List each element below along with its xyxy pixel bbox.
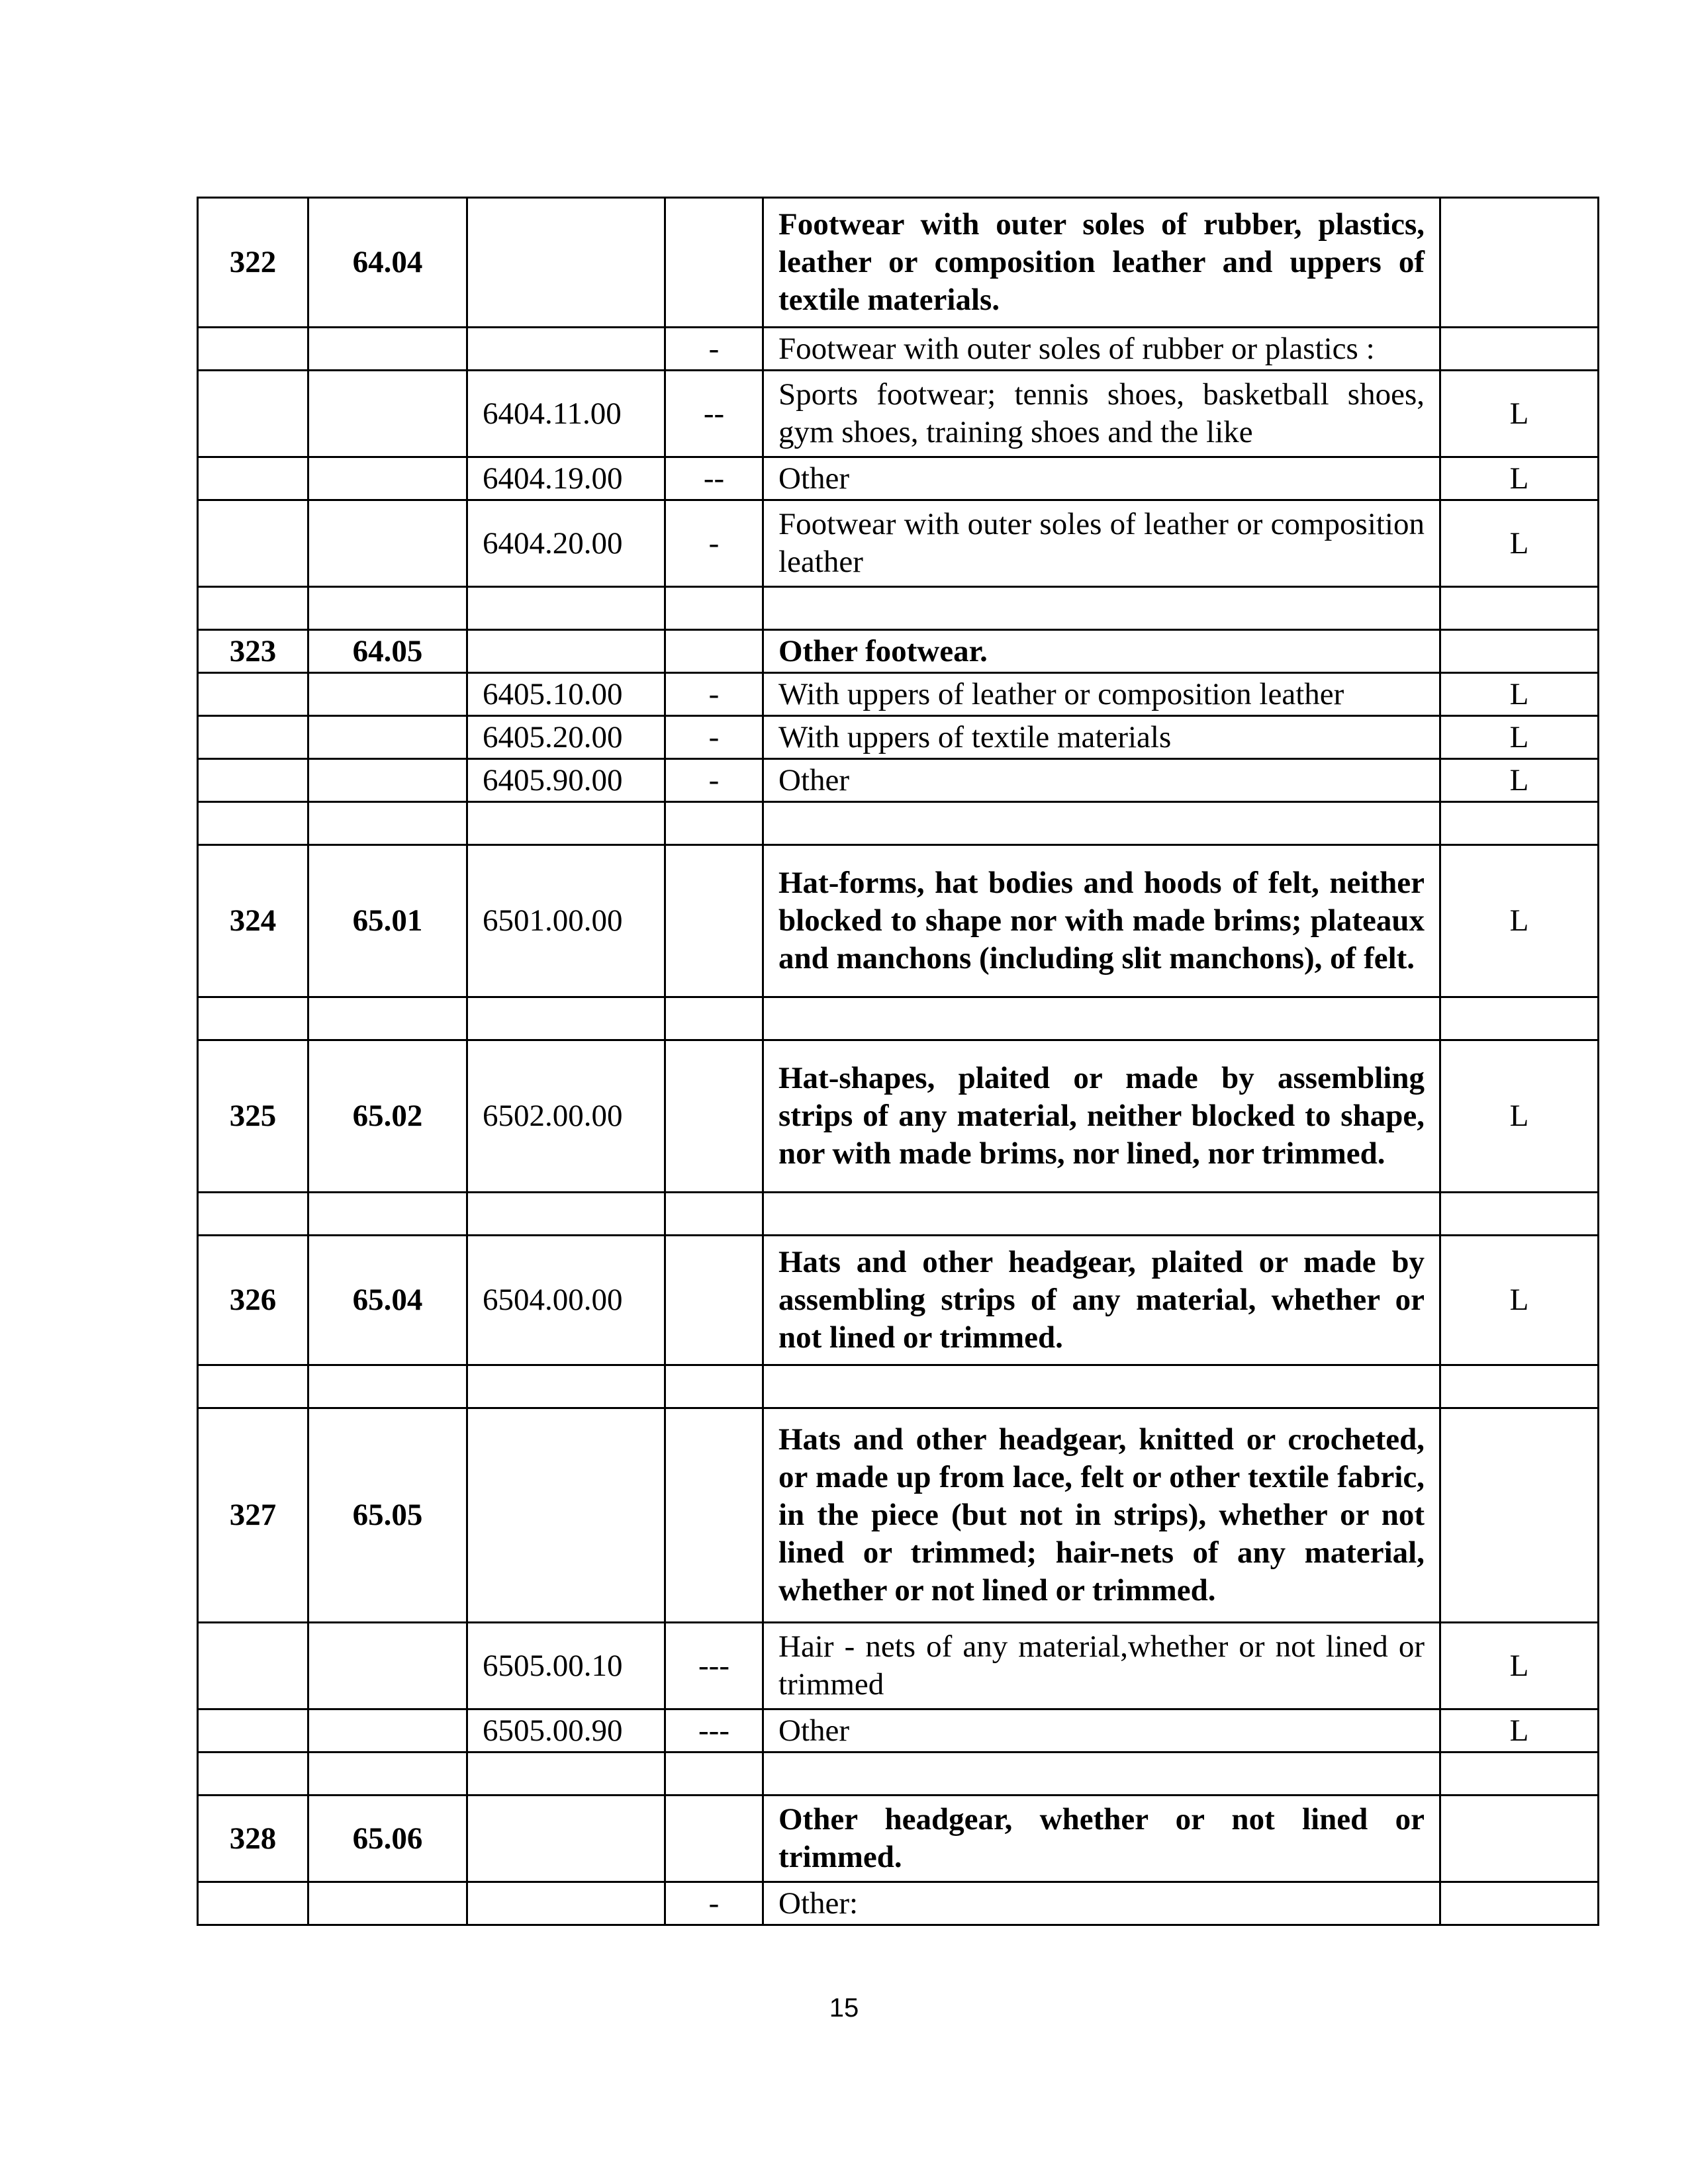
indent-dash-cell: - — [665, 759, 763, 802]
table-row — [198, 1752, 1599, 1796]
tariff-code-cell: 6505.00.10 — [467, 1623, 665, 1709]
indent-dash-cell: - — [665, 500, 763, 587]
tariff-table-body — [198, 198, 1599, 1925]
tariff-code-cell: 6404.19.00 — [467, 457, 665, 500]
category-cell: L — [1440, 716, 1599, 759]
serial-number-cell — [198, 371, 308, 457]
indent-dash-cell — [665, 1365, 763, 1408]
table-row — [198, 759, 1599, 802]
indent-dash-cell — [665, 1193, 763, 1236]
heading-number-cell — [308, 1709, 467, 1752]
indent-dash-cell — [665, 1040, 763, 1193]
category-cell — [1440, 1408, 1599, 1623]
category-cell: L — [1440, 457, 1599, 500]
heading-number-cell — [308, 997, 467, 1040]
description-cell: Hats and other headgear, knitted or crocheted, or made up from lace, felt or other textile fabric, in the piece (but not in strips), whether or not lined or trimmed; hair-nets of any material, whether or not lined or trimmed. — [763, 1408, 1440, 1623]
serial-number-cell — [198, 716, 308, 759]
heading-number-cell — [308, 802, 467, 845]
heading-number-cell: 65.05 — [308, 1408, 467, 1623]
serial-number-cell: 327 — [198, 1408, 308, 1623]
serial-number-cell — [198, 328, 308, 371]
category-cell: L — [1440, 759, 1599, 802]
serial-number-cell: 325 — [198, 1040, 308, 1193]
description-cell — [763, 587, 1440, 630]
heading-number-cell: 64.05 — [308, 630, 467, 673]
indent-dash-cell: - — [665, 328, 763, 371]
category-cell — [1440, 328, 1599, 371]
serial-number-cell: 328 — [198, 1796, 308, 1882]
table-row — [198, 1193, 1599, 1236]
tariff-code-cell: 6404.11.00 — [467, 371, 665, 457]
serial-number-cell — [198, 457, 308, 500]
serial-number-cell — [198, 673, 308, 716]
description-cell: With uppers of leather or composition leather — [763, 673, 1440, 716]
category-cell: L — [1440, 500, 1599, 587]
description-cell: Other — [763, 457, 1440, 500]
serial-number-cell — [198, 1709, 308, 1752]
table-row — [198, 802, 1599, 845]
tariff-code-cell: 6501.00.00 — [467, 845, 665, 997]
serial-number-cell — [198, 500, 308, 587]
category-cell: L — [1440, 673, 1599, 716]
serial-number-cell — [198, 587, 308, 630]
tariff-code-cell — [467, 1408, 665, 1623]
tariff-code-cell — [467, 630, 665, 673]
category-cell: L — [1440, 1623, 1599, 1709]
tariff-code-cell: 6504.00.00 — [467, 1236, 665, 1365]
page-number: 15 — [829, 1993, 859, 2023]
tariff-code-cell — [467, 1365, 665, 1408]
tariff-code-cell: 6405.90.00 — [467, 759, 665, 802]
table-row — [198, 845, 1599, 997]
indent-dash-cell — [665, 845, 763, 997]
description-cell — [763, 1365, 1440, 1408]
serial-number-cell — [198, 1365, 308, 1408]
description-cell: Sports footwear; tennis shoes, basketball shoes, gym shoes, training shoes and the like — [763, 371, 1440, 457]
table-row — [198, 1623, 1599, 1709]
indent-dash-cell — [665, 198, 763, 328]
table-row — [198, 198, 1599, 328]
indent-dash-cell — [665, 1236, 763, 1365]
tariff-code-cell — [467, 328, 665, 371]
indent-dash-cell — [665, 997, 763, 1040]
heading-number-cell — [308, 457, 467, 500]
description-cell: Other footwear. — [763, 630, 1440, 673]
category-cell — [1440, 198, 1599, 328]
description-cell: Footwear with outer soles of leather or composition leather — [763, 500, 1440, 587]
serial-number-cell — [198, 1193, 308, 1236]
serial-number-cell: 324 — [198, 845, 308, 997]
description-cell: Other headgear, whether or not lined or trimmed. — [763, 1796, 1440, 1882]
indent-dash-cell — [665, 630, 763, 673]
table-row — [198, 1365, 1599, 1408]
table-row — [198, 673, 1599, 716]
table-row — [198, 500, 1599, 587]
category-cell: L — [1440, 371, 1599, 457]
indent-dash-cell — [665, 1752, 763, 1796]
indent-dash-cell — [665, 587, 763, 630]
serial-number-cell: 323 — [198, 630, 308, 673]
serial-number-cell: 322 — [198, 198, 308, 328]
heading-number-cell — [308, 1882, 467, 1925]
table-row — [198, 1040, 1599, 1193]
serial-number-cell — [198, 997, 308, 1040]
indent-dash-cell: - — [665, 1882, 763, 1925]
heading-number-cell — [308, 673, 467, 716]
description-cell: Footwear with outer soles of rubber or plastics : — [763, 328, 1440, 371]
table-row — [198, 1709, 1599, 1752]
heading-number-cell: 65.01 — [308, 845, 467, 997]
category-cell — [1440, 1752, 1599, 1796]
serial-number-cell — [198, 759, 308, 802]
table-row — [198, 1236, 1599, 1365]
description-cell: Other — [763, 1709, 1440, 1752]
heading-number-cell — [308, 587, 467, 630]
description-cell: Hat-forms, hat bodies and hoods of felt, neither blocked to shape nor with made brims; plateaux and manchons (including slit manchons), of felt. — [763, 845, 1440, 997]
indent-dash-cell — [665, 1408, 763, 1623]
heading-number-cell — [308, 716, 467, 759]
description-cell — [763, 1193, 1440, 1236]
tariff-code-cell — [467, 997, 665, 1040]
category-cell — [1440, 1882, 1599, 1925]
tariff-code-cell: 6502.00.00 — [467, 1040, 665, 1193]
description-cell: Other — [763, 759, 1440, 802]
tariff-code-cell — [467, 198, 665, 328]
table-row — [198, 1796, 1599, 1882]
tariff-code-cell — [467, 802, 665, 845]
heading-number-cell — [308, 1623, 467, 1709]
indent-dash-cell — [665, 1796, 763, 1882]
description-cell: With uppers of textile materials — [763, 716, 1440, 759]
category-cell: L — [1440, 845, 1599, 997]
table-row — [198, 587, 1599, 630]
serial-number-cell — [198, 1623, 308, 1709]
tariff-code-cell — [467, 1752, 665, 1796]
tariff-table — [197, 197, 1599, 1926]
category-cell — [1440, 630, 1599, 673]
indent-dash-cell: -- — [665, 371, 763, 457]
description-cell: Other: — [763, 1882, 1440, 1925]
category-cell: L — [1440, 1236, 1599, 1365]
tariff-code-cell: 6505.00.90 — [467, 1709, 665, 1752]
tariff-code-cell — [467, 1193, 665, 1236]
serial-number-cell — [198, 1752, 308, 1796]
table-row — [198, 1408, 1599, 1623]
category-cell: L — [1440, 1709, 1599, 1752]
tariff-code-cell — [467, 1796, 665, 1882]
category-cell — [1440, 1796, 1599, 1882]
heading-number-cell — [308, 1365, 467, 1408]
heading-number-cell — [308, 328, 467, 371]
tariff-code-cell — [467, 587, 665, 630]
description-cell: Hats and other headgear, plaited or made by assembling strips of any material, whether or not lined or trimmed. — [763, 1236, 1440, 1365]
serial-number-cell: 326 — [198, 1236, 308, 1365]
table-row — [198, 997, 1599, 1040]
heading-number-cell — [308, 1193, 467, 1236]
description-cell — [763, 1752, 1440, 1796]
description-cell: Hair - nets of any material,whether or not lined or trimmed — [763, 1623, 1440, 1709]
serial-number-cell — [198, 802, 308, 845]
category-cell — [1440, 1365, 1599, 1408]
indent-dash-cell: - — [665, 716, 763, 759]
table-row — [198, 1882, 1599, 1925]
category-cell — [1440, 1193, 1599, 1236]
heading-number-cell: 65.04 — [308, 1236, 467, 1365]
table-row — [198, 371, 1599, 457]
category-cell — [1440, 997, 1599, 1040]
indent-dash-cell: -- — [665, 457, 763, 500]
description-cell: Footwear with outer soles of rubber, plastics, leather or composition leather and uppers of textile materials. — [763, 198, 1440, 328]
description-cell — [763, 997, 1440, 1040]
table-row — [198, 716, 1599, 759]
indent-dash-cell — [665, 802, 763, 845]
table-row — [198, 630, 1599, 673]
heading-number-cell: 64.04 — [308, 198, 467, 328]
tariff-code-cell: 6404.20.00 — [467, 500, 665, 587]
heading-number-cell — [308, 371, 467, 457]
table-row — [198, 457, 1599, 500]
heading-number-cell — [308, 500, 467, 587]
heading-number-cell — [308, 759, 467, 802]
heading-number-cell: 65.02 — [308, 1040, 467, 1193]
indent-dash-cell: - — [665, 673, 763, 716]
description-cell: Hat-shapes, plaited or made by assembling strips of any material, neither blocked to shape, nor with made brims, nor lined, nor trimmed. — [763, 1040, 1440, 1193]
heading-number-cell: 65.06 — [308, 1796, 467, 1882]
tariff-code-cell: 6405.10.00 — [467, 673, 665, 716]
heading-number-cell — [308, 1752, 467, 1796]
table-row — [198, 328, 1599, 371]
serial-number-cell — [198, 1882, 308, 1925]
category-cell: L — [1440, 1040, 1599, 1193]
category-cell — [1440, 587, 1599, 630]
description-cell — [763, 802, 1440, 845]
indent-dash-cell: --- — [665, 1623, 763, 1709]
tariff-code-cell — [467, 1882, 665, 1925]
indent-dash-cell: --- — [665, 1709, 763, 1752]
category-cell — [1440, 802, 1599, 845]
tariff-code-cell: 6405.20.00 — [467, 716, 665, 759]
